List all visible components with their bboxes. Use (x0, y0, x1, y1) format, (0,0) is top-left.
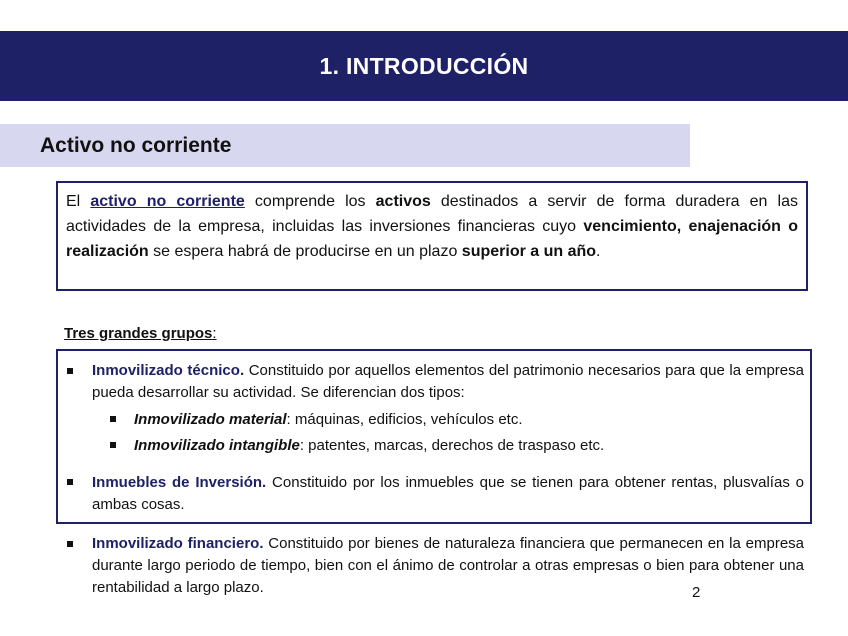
section-bar (0, 124, 690, 167)
sub-bullet-square (110, 442, 116, 448)
item-text: Constituido por los inmuebles que se tienen para obtener rentas, plusvalías o ambas cosas. (92, 474, 804, 513)
groups-label (64, 325, 217, 342)
definition-text-4: se espera habrá de producirse en un plazo (148, 243, 462, 260)
definition-text-1: El (66, 193, 91, 210)
page-number: 2 (692, 584, 701, 601)
item-title: Inmovilizado técnico. (92, 362, 245, 379)
groups-label-colon: : (212, 325, 217, 342)
term-activos: activos (375, 193, 431, 210)
definition-box (56, 181, 808, 291)
definition-text-5: . (596, 243, 601, 260)
sub-item-title: Inmovilizado material (134, 411, 287, 428)
item-text: Constituido por bienes de naturaleza financiera que permanecen en la empresa durante largo periodo de tiempo, bien con el ánimo de controlar a otras empresas o bien para obtener una rentabilidad a largo plazo. (92, 535, 805, 596)
slide-title: 1. INTRODUCCIÓN (319, 52, 529, 79)
item-text: Constituido por aquellos elementos del patrimonio necesarios para que la empresa pueda desarrollar su actividad. Se diferencian dos tipos: (92, 362, 804, 401)
groups-label-text: Tres grandes grupos (64, 325, 213, 342)
sub-item-text: : máquinas, edificios, vehículos etc. (286, 411, 523, 428)
sub-item-intangible (134, 435, 794, 457)
sub-bullet-square (110, 416, 116, 422)
item-title: Inmovilizado financiero. (92, 535, 264, 552)
definition-text-3: destinados a servir de forma duradera en las actividades de la empresa, incluidas las inversiones financieras cuyo (66, 193, 799, 235)
sub-item-text: : patentes, marcas, derechos de traspaso etc. (299, 437, 605, 454)
bullet-square (67, 541, 73, 547)
bullet-square (67, 479, 73, 485)
section-title: Activo no corriente (40, 133, 232, 157)
sub-item-material (134, 409, 794, 431)
item-title: Inmuebles de Inversión. (92, 474, 267, 491)
list-item-inmovilizado-tecnico (92, 360, 804, 404)
list-item-inmuebles (92, 472, 804, 516)
bullet-square (67, 368, 73, 374)
term-vencimiento: vencimiento, enajenación o realización (66, 218, 798, 260)
sub-item-title: Inmovilizado intangible (134, 437, 300, 454)
term-superior-anio: superior a un año (461, 243, 597, 260)
definition-text-2: comprende los (244, 193, 376, 210)
term-activo-no-corriente: activo no corriente (90, 193, 245, 210)
title-banner (0, 31, 848, 101)
